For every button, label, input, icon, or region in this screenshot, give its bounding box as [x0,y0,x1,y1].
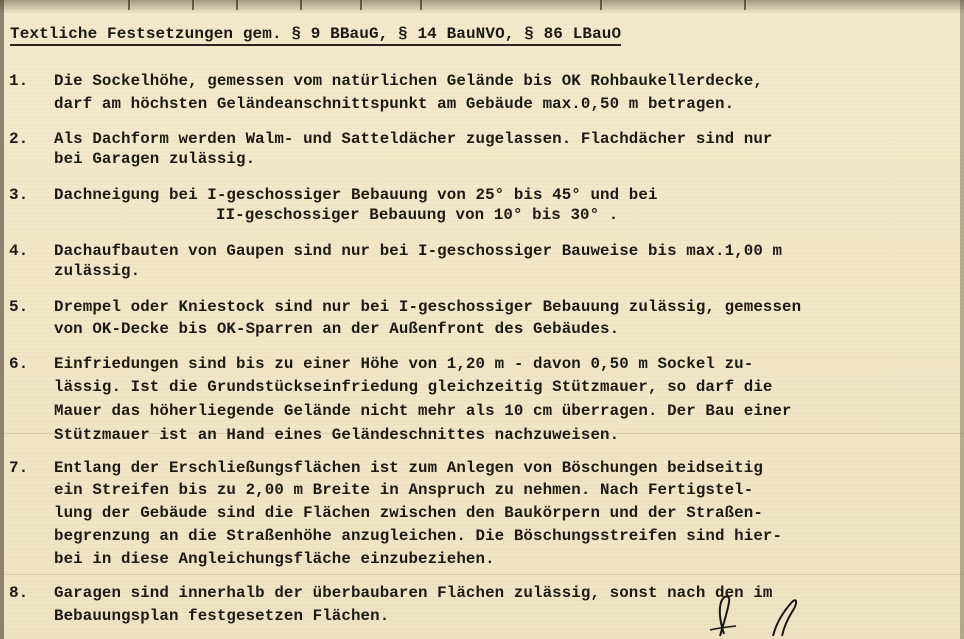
scan-line [0,574,964,575]
top-mark [300,0,302,10]
top-mark [420,0,422,10]
item-line: lässig. Ist die Grundstückseinfriedung gleichzeitig Stützmauer, so darf die [54,378,773,396]
item-line: Dachaufbauten von Gaupen sind nur bei I-geschossiger Bauweise bis max.1,00 m [54,242,783,260]
item-line: lung der Gebäude sind die Flächen zwischen den Baukörpern und der Straßen- [54,504,763,522]
left-page-edge [0,0,4,639]
item-number: 1. [9,72,29,90]
top-mark [192,0,194,10]
handwritten-signature [700,592,830,639]
item-number: 2. [9,130,29,148]
item-line: Als Dachform werden Walm- und Satteldächer zugelassen. Flachdächer sind nur [54,130,773,148]
top-mark [128,0,130,10]
item-line: Entlang der Erschließungsflächen ist zum Anlegen von Böschungen beidseitig [54,459,763,477]
item-line: Drempel oder Kniestock sind nur bei I-geschossiger Bebauung zulässig, gemessen [54,298,802,316]
item-number: 6. [9,355,29,373]
item-line: II-geschossiger Bebauung von 10° bis 30° . [216,206,619,224]
item-line: Dachneigung bei I-geschossiger Bebauung von 25° bis 45° und bei [54,186,658,204]
top-mark [236,0,238,10]
item-line: Bebauungsplan festgesetzen Flächen. [54,607,390,625]
item-line: Die Sockelhöhe, gemessen vom natürlichen Gelände bis OK Rohbaukellerdecke, [54,72,763,90]
item-line: Stützmauer ist an Hand eines Geländeschnittes nachzuweisen. [54,426,620,444]
document-heading: Textliche Festsetzungen gem. § 9 BBauG, § 14 BauNVO, § 86 LBauO [10,25,621,46]
top-mark [744,0,746,10]
item-line: von OK-Decke bis OK-Sparren an der Außenfront des Gebäudes. [54,320,620,338]
right-page-edge [960,0,964,639]
item-line: Garagen sind innerhalb der überbaubaren Flächen zulässig, sonst nach den im [54,584,773,602]
top-scan-strip [0,0,964,14]
item-line: bei Garagen zulässig. [54,150,256,168]
item-line: Einfriedungen sind bis zu einer Höhe von 1,20 m - davon 0,50 m Sockel zu- [54,355,754,373]
item-number: 3. [9,186,29,204]
top-mark [600,0,602,10]
item-number: 5. [9,298,29,316]
item-number: 7. [9,459,29,477]
item-number: 4. [9,242,29,260]
item-line: zulässig. [54,262,141,280]
item-line: ein Streifen bis zu 2,00 m Breite in Anspruch zu nehmen. Nach Fertigstel- [54,481,754,499]
item-line: begrenzung an die Straßenhöhe anzugleichen. Die Böschungsstreifen sind hier- [54,527,783,545]
item-line: darf am höchsten Geländeanschnittspunkt am Gebäude max.0,50 m betragen. [54,95,735,113]
item-number: 8. [9,584,29,602]
top-mark [360,0,362,10]
item-line: Mauer das höherliegende Gelände nicht mehr als 10 cm überragen. Der Bau einer [54,402,792,420]
item-line: bei in diese Angleichungsfläche einzubeziehen. [54,550,495,568]
